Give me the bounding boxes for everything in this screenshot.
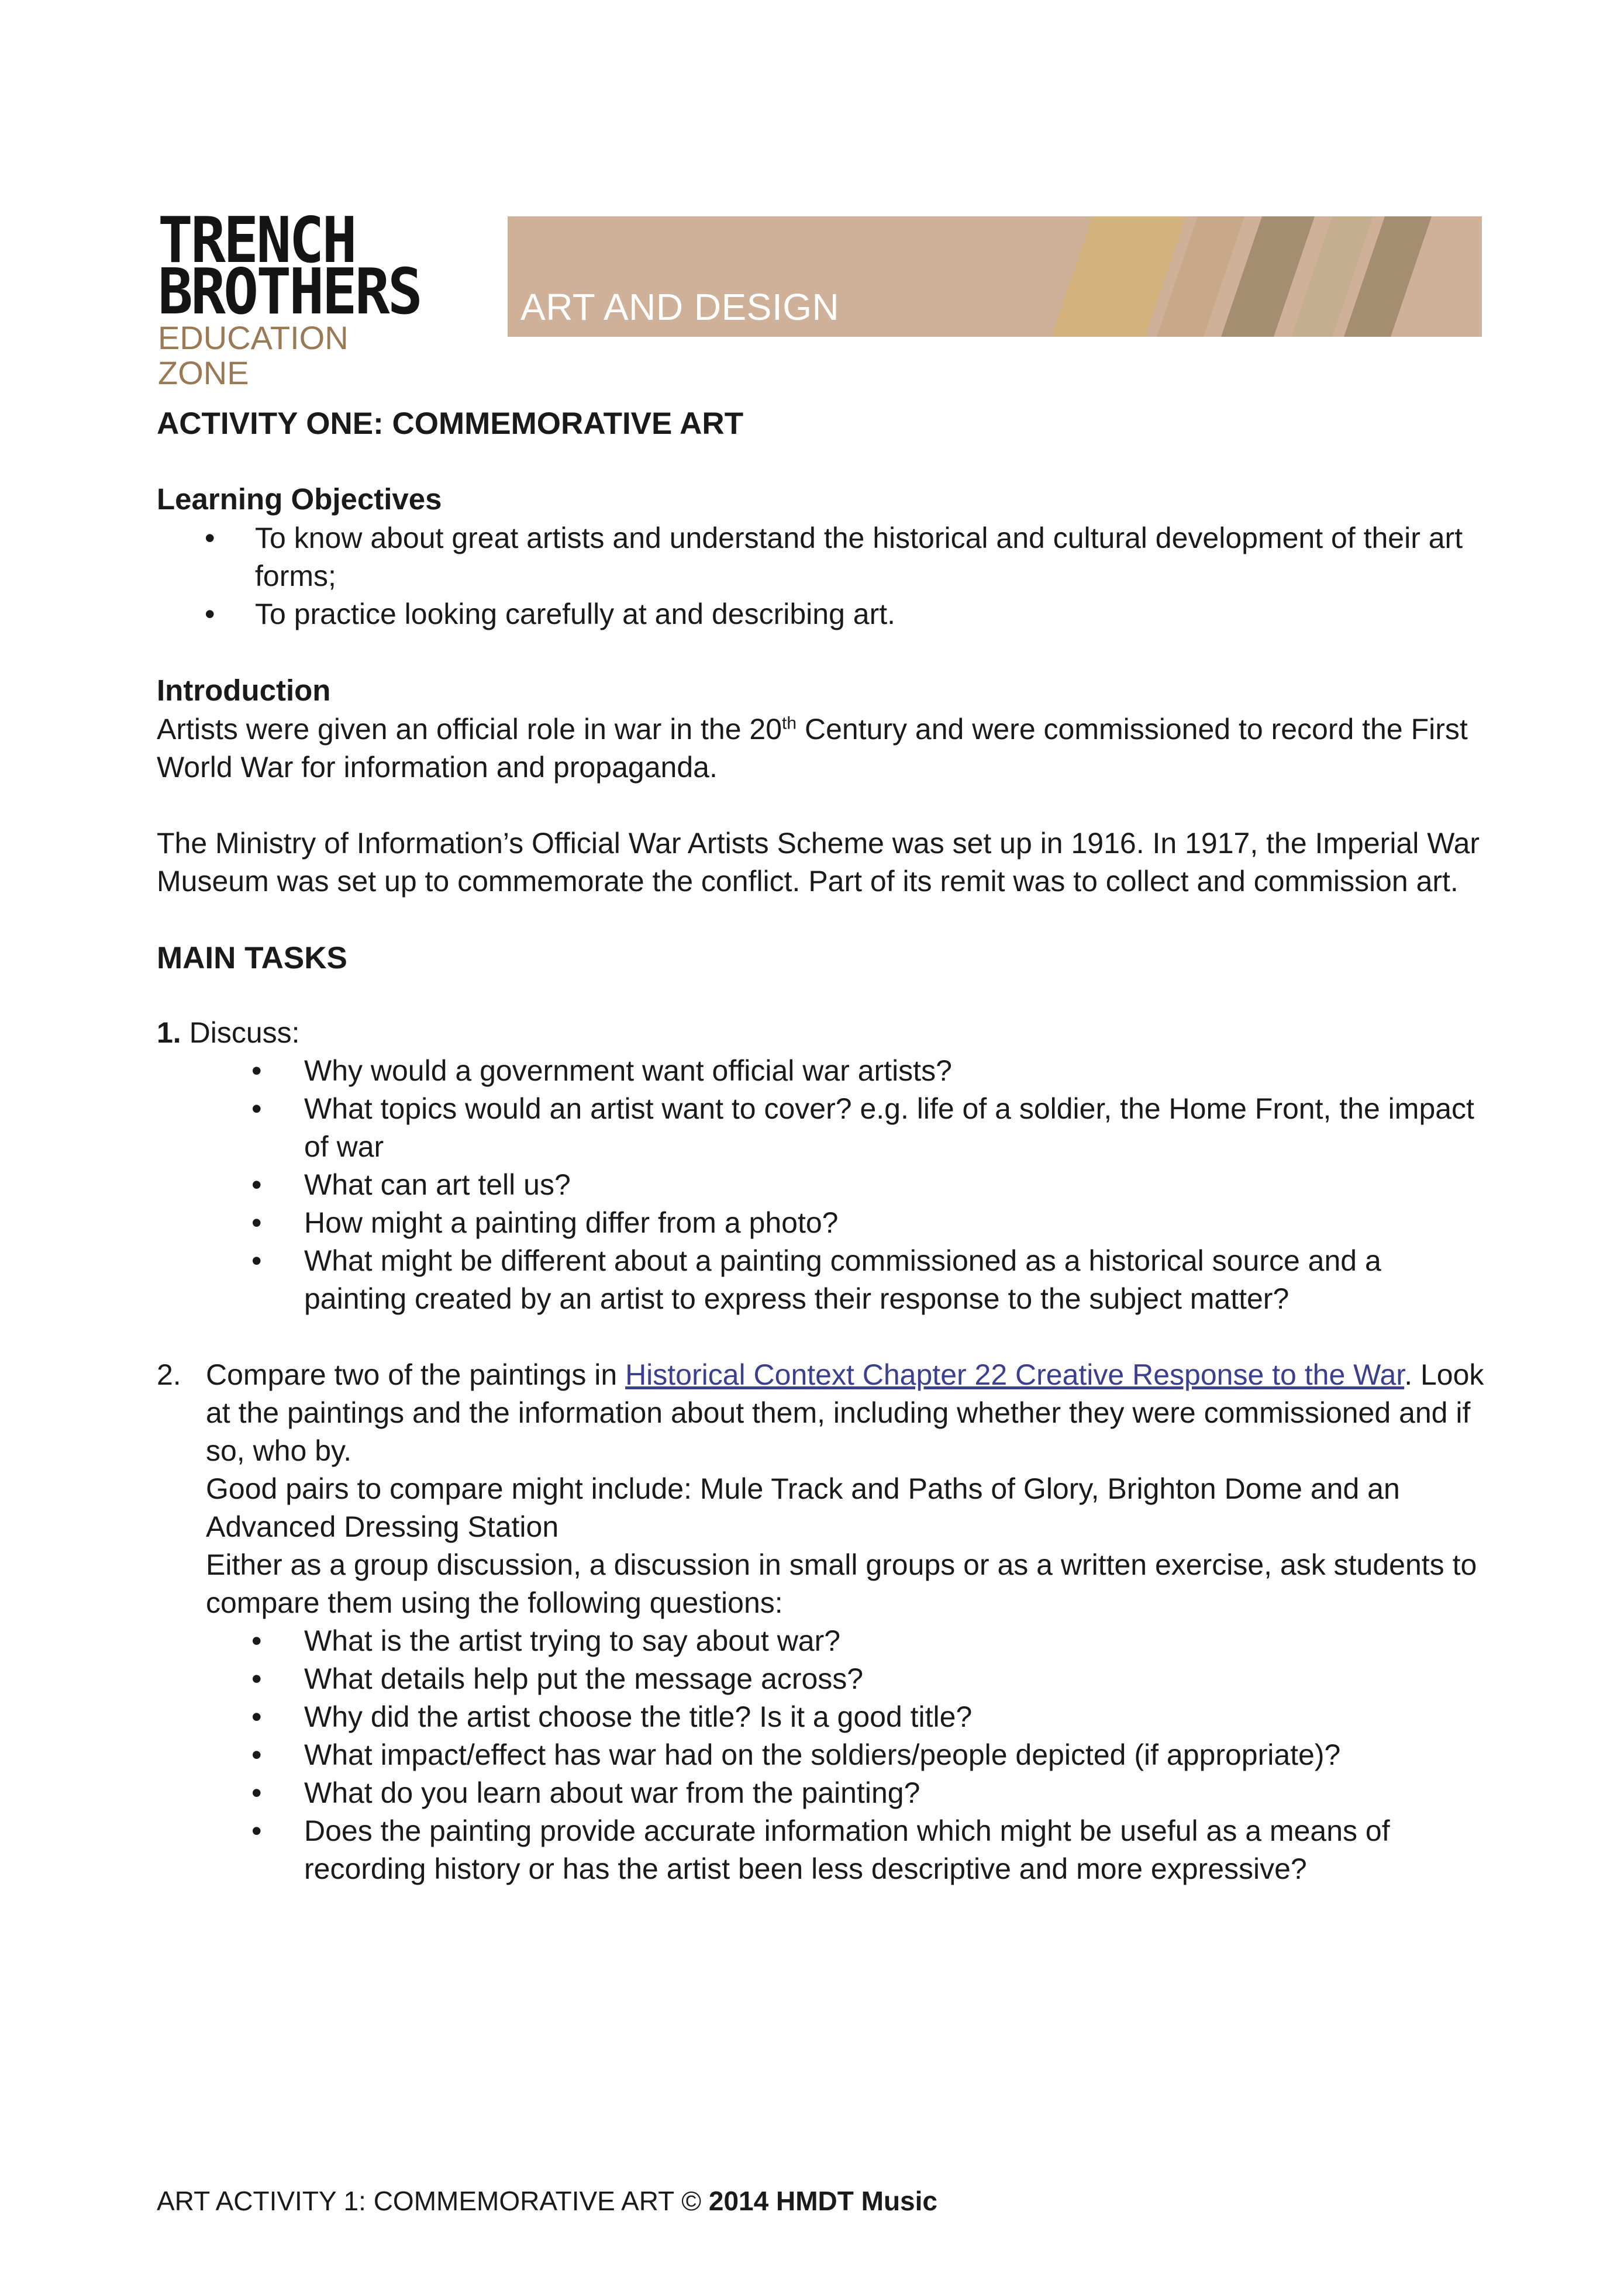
list-item: • What details help put the message across?: [157, 1660, 1487, 1698]
objectives-list: [157, 519, 1487, 633]
list-item: • What can art tell us?: [157, 1166, 1487, 1204]
list-item: • What might be different about a painting commissioned as a historical source and a painting created by an artist to express their response to the subject matter?: [157, 1242, 1487, 1318]
bullet-icon: •: [205, 522, 215, 554]
list-item: • Why did the artist choose the title? Is it a good title?: [157, 1698, 1487, 1736]
header-banner: [508, 216, 1482, 337]
logo-line-brothers: BROTHERS: [158, 256, 421, 329]
list-item: • What do you learn about war from the painting?: [157, 1774, 1487, 1812]
activity-title: ACTIVITY ONE: COMMEMORATIVE ART: [157, 406, 744, 441]
page-footer: ART ACTIVITY 1: COMMEMORATIVE ART © 2014 HMDT Music: [157, 2186, 938, 2216]
task-2: [157, 1356, 1487, 1622]
trench-brothers-logo: [158, 204, 439, 391]
list-item: • What impact/effect has war had on the soldiers/people depicted (if appropriate)?: [157, 1736, 1487, 1774]
logo-line-education-zone: EDUCATION ZONE: [158, 319, 349, 391]
list-item: • To practice looking carefully at and describing art.: [157, 595, 1487, 633]
task-2-instructions: Either as a group discussion, a discussion in small groups or as a written exercise, ask students to compare them using the following questions:: [206, 1548, 1477, 1619]
list-item: • Why would a government want official war artists?: [157, 1052, 1487, 1090]
objectives-heading: Learning Objectives: [157, 482, 442, 516]
main-tasks-heading: MAIN TASKS: [157, 941, 347, 975]
task-1-questions: [157, 1052, 1487, 1318]
bullet-icon: •: [251, 1700, 262, 1733]
task-1-label: 1. Discuss:: [157, 1016, 300, 1049]
document-body: [157, 403, 1487, 1888]
bullet-icon: •: [251, 1738, 262, 1771]
bullet-icon: •: [251, 1814, 262, 1847]
historical-context-link[interactable]: Historical Context Chapter 22 Creative Response to the War: [625, 1358, 1405, 1391]
bullet-icon: •: [251, 1244, 262, 1277]
banner-title: ART AND DESIGN: [520, 286, 840, 328]
bullet-icon: •: [251, 1168, 262, 1201]
bullet-icon: •: [205, 598, 215, 630]
list-item: • What topics would an artist want to cover? e.g. life of a soldier, the Home Front, the impact of war: [157, 1090, 1487, 1166]
task-2-number: 2.: [157, 1358, 181, 1391]
introduction-heading: Introduction: [157, 674, 331, 707]
bullet-icon: •: [251, 1092, 262, 1125]
bullet-icon: •: [251, 1776, 262, 1809]
bullet-icon: •: [251, 1624, 262, 1657]
list-item: • What is the artist trying to say about war?: [157, 1622, 1487, 1660]
logo-line-trench: TRENCH: [158, 204, 355, 277]
bullet-icon: •: [251, 1054, 262, 1087]
introduction-paragraph-2: The Ministry of Information’s Official War Artists Scheme was set up in 1916. In 1917, the Imperial War Museum was set up to commemorate the conflict. Part of its remit was to collect and commission art.: [157, 827, 1480, 898]
bullet-icon: •: [251, 1662, 262, 1695]
list-item: • How might a painting differ from a photo?: [157, 1204, 1487, 1242]
bullet-icon: •: [251, 1206, 262, 1239]
task-2-pairs: Good pairs to compare might include: Mule Track and Paths of Glory, Brighton Dome and an Advanced Dressing Station: [206, 1472, 1400, 1543]
introduction-paragraph-1: Artists were given an official role in war in the 20th Century and were commissioned to record the First World War for information and propaganda.: [157, 713, 1468, 784]
task-2-questions: [157, 1622, 1487, 1888]
list-item: • Does the painting provide accurate information which might be useful as a means of recording history or has the artist been less descriptive and more expressive?: [157, 1812, 1487, 1888]
task-2-intro: Compare two of the paintings in Historical Context Chapter 22 Creative Response to the War. Look at the paintings and the information about them, including whether they were commissioned and if so, who by.: [206, 1358, 1484, 1467]
list-item: • To know about great artists and understand the historical and cultural development of their art forms;: [157, 519, 1487, 595]
